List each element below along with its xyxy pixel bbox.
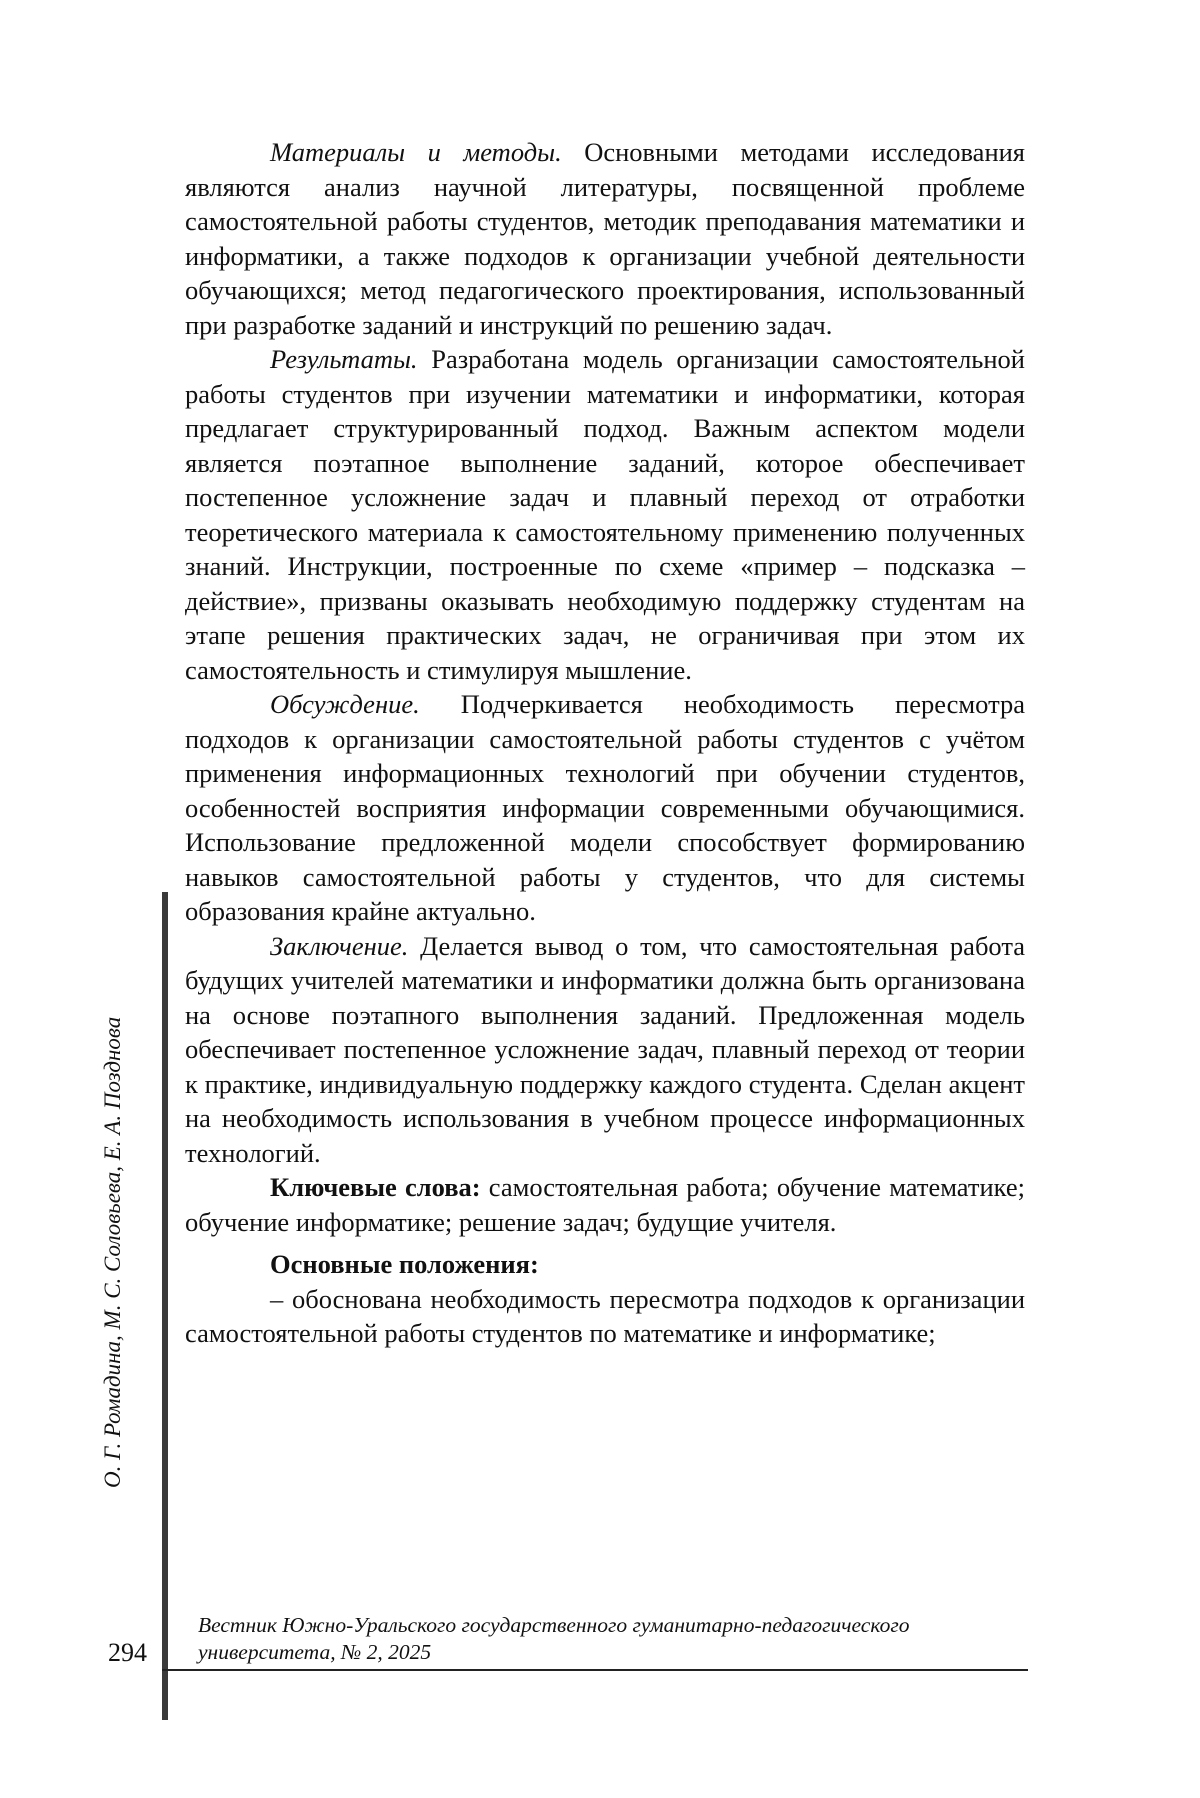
methods-text: Основными методами исследования являются анализ научной литературы, посвященной проблеме самостоятельной работы студентов, методик преподавания математики и информатики, а также подходов к организации учебной деятельности обучающихся; метод педагогического проектирования, использованный при разработке заданий и инструкций по решению задач. xyxy=(185,137,1025,340)
results-label: Результаты. xyxy=(270,344,418,374)
results-paragraph xyxy=(185,342,1025,687)
page-number: 294 xyxy=(108,1638,147,1668)
discussion-text: Подчеркивается необходимость пересмотра подходов к организации самостоятельной работы студентов с учётом применения информационных технологий при обучении студентов, особенностей восприятия информации современными обучающимися. Использование предложенной модели способствует формированию навыков самостоятельной работы у студентов, что для системы образования крайне актуально. xyxy=(185,689,1025,926)
keywords-text: самостоятельная работа; обучение математике; обучение информатике; решение задач; будущие учителя. xyxy=(185,1172,1025,1237)
conclusion-label: Заключение. xyxy=(270,931,408,961)
article-body xyxy=(185,135,1025,1351)
conclusion-text: Делается вывод о том, что самостоятельная работа будущих учителей математики и информатики должна быть организована на основе поэтапного выполнения заданий. Предложенная модель обеспечивает постепенное усложнение задач, плавный переход от теории к практике, индивидуальную поддержку каждого студента. Сделан акцент на необходимость использования в учебном процессе информационных технологий. xyxy=(185,931,1025,1168)
keywords-paragraph xyxy=(185,1170,1025,1239)
results-text: Разработана модель организации самостоятельной работы студентов при изучении математики и информатики, которая предлагает структурированный подход. Важным аспектом модели является поэтапное выполнение заданий, которое обеспечивает постепенное усложнение задач и плавный переход от отработки теоретического материала к самостоятельному применению полученных знаний. Инструкции, построенные по схеме «пример – подсказка – действие», призваны оказывать необходимую поддержку студентам на этапе решения практических задач, не ограничивая при этом их самостоятельность и стимулируя мышление. xyxy=(185,344,1025,685)
methods-paragraph xyxy=(185,135,1025,342)
journal-footer-line1: Вестник Южно-Уральского государственного гуманитарно-педагогического xyxy=(198,1612,1028,1639)
keywords-label: Ключевые слова: xyxy=(270,1172,481,1202)
main-points-item: – обоснована необходимость пересмотра подходов к организации самостоятельной работы студентов по математике и информатике; xyxy=(185,1282,1025,1351)
journal-footer xyxy=(198,1612,1028,1666)
main-points-heading: Основные положения: xyxy=(185,1247,1025,1282)
running-head-authors: О. Г. Ромадина, М. С. Соловьева, Е. А. Позднова xyxy=(98,1017,128,1488)
methods-label: Материалы и методы. xyxy=(270,137,562,167)
discussion-label: Обсуждение. xyxy=(270,689,420,719)
footer-rule xyxy=(162,1669,1028,1671)
discussion-paragraph xyxy=(185,687,1025,929)
journal-footer-line2: университета, № 2, 2025 xyxy=(198,1639,1028,1666)
conclusion-paragraph xyxy=(185,929,1025,1171)
sidebar-rule xyxy=(162,892,168,1720)
